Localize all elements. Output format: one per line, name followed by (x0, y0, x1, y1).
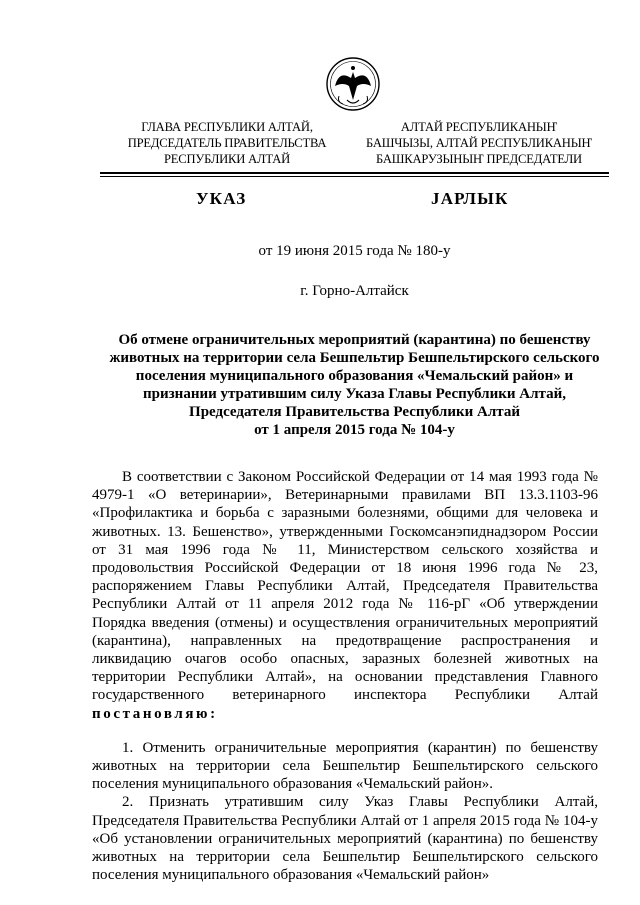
decree-label-altai: JАРЛЫК (431, 189, 509, 208)
header-right-org (355, 119, 603, 167)
decree-city: г. Горно-Алтайск (300, 283, 409, 299)
title-line: признании утратившим силу Указа Главы Республики Алтай, (143, 386, 566, 402)
header-divider (100, 172, 609, 174)
header-left-line: РЕСПУБЛИКИ АЛТАЙ (164, 152, 290, 166)
title-line: Председателя Правительства Республики Алтай (189, 404, 520, 420)
coat-of-arms-icon (325, 56, 381, 116)
decree-label-russian: УКАЗ (196, 189, 247, 208)
title-line: животных на территории села Бешпельтир Бешпельтирского сельского (109, 350, 600, 366)
decree-title (100, 331, 609, 439)
preamble-paragraph (92, 468, 598, 723)
decree-body (92, 468, 598, 884)
header-right-line: БАШКАРУЗЫНЫҤ ПРЕДСЕДАТЕЛИ (376, 152, 582, 166)
header-left-org (118, 119, 336, 167)
preamble-text: В соответствии с Законом Российской Федерации от 14 мая 1993 года № 4979-1 «О ветеринарии», Ветеринарными правилами ВП 13.3.1103-96 «Профилактика и борьба с заразными болезнями, общими для человека и животных. 13. Бешенство», утвержденными Госкомсанэпиднадзором России от 31 мая 1996 года № 11, Министерством сельского хозяйства и продовольствия Российской Федерации от 18 июня 1996 года № 23, распоряжением Главы Республики Алтай, Председателя Правительства Республики Алтай от 11 апреля 2012 года № 116-рГ «Об утверждении Порядка введения (отмены) и осуществления ограничительных мероприятий (карантина), направленных на предотвращение распространения и ликвидацию очагов особо опасных, заразных болезней животных на территории Республики Алтай», на основании представления Главного государственного ветеринарного инспектора Республики Алтай (92, 469, 598, 704)
header-right-line: АЛТАЙ РЕСПУБЛИКАНЫҤ (400, 120, 558, 134)
title-line: от 1 апреля 2015 года № 104-у (254, 422, 455, 438)
header-left-line: ГЛАВА РЕСПУБЛИКИ АЛТАЙ, (141, 120, 313, 134)
header-right-line: БАШЧЫЗЫ, АЛТАЙ РЕСПУБЛИКАНЫҤ (365, 136, 592, 150)
title-line: поселения муниципального образования «Чемальский район» и (135, 368, 574, 384)
header-divider-thin (100, 176, 609, 177)
header-left-line: ПРЕДСЕДАТЕЛЬ ПРАВИТЕЛЬСТВА (127, 136, 327, 150)
title-line: Об отмене ограничительных мероприятий (карантина) по бешенству (118, 332, 591, 348)
resolve-word: постановляю: (92, 705, 218, 722)
item-1-paragraph: 1. Отменить ограничительные мероприятия (карантин) по бешенству животных на территории села Бешпельтир Бешпельтирского сельского поселения муниципального образования «Чемальский район». (92, 739, 598, 793)
decree-date: от 19 июня 2015 года № 180-у (258, 243, 451, 259)
item-2-paragraph: 2. Признать утратившим силу Указ Главы Республики Алтай, Председателя Правительства Республики Алтай от 1 апреля 2015 года № 104-у «Об установлении ограничительных мероприятий (карантина) по бешенству животных на территории села Бешпельтир Бешпельтирского сельского поселения муниципального образования «Чемальский район» (92, 794, 598, 884)
